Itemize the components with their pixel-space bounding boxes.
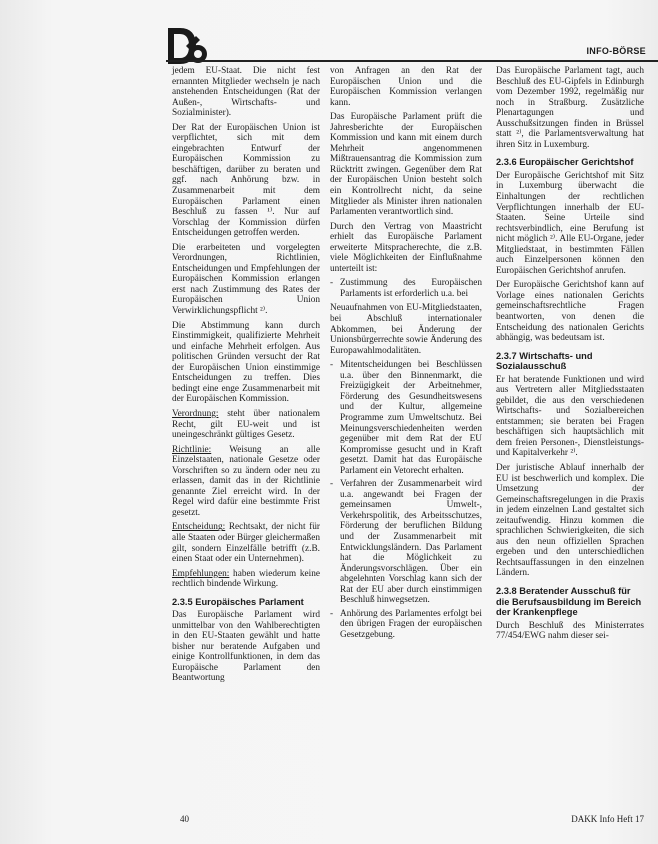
paragraph: jedem EU-Staat. Die nicht fest ernannten Mitglieder wechseln je nach anstehenden Entscheidungen (Rat der Außen-, Wirtschafts- und Sozialminister). [172,66,320,119]
list [330,360,482,640]
publication-name: DAKK Info Heft 17 [571,814,644,824]
column-2 [330,66,482,644]
paragraph: Neuaufnahmen von EU-Mitgliedstaaten, bei Abschluß internationaler Abkommen, bei Änderung der Unionsbürgerrechte sowie Änderung des Europawahlmodalitäten. [330,303,482,356]
column-3 [496,66,644,646]
page-number: 40 [180,814,189,824]
definition-verordnung [172,409,320,441]
paragraph: Der Europäische Gerichtshof mit Sitz in Luxemburg überwacht die Einhaltungen der rechtlichen Verpflichtungen innerhalb der EU-Staaten. Seine Urteile sind rechtsverbindlich, eine Berufung ist nicht möglich ²⁾. Alle EU-Organe, jeder Mitgliedstaat, in bestimmten Fällen auch Einzelpersonen können den Europäischen Gerichtshof anrufen. [496,170,644,276]
definition-richtlinie [172,445,320,519]
header-rule [166,60,658,62]
section-heading: 2.3.5 Europäisches Parlament [172,596,304,607]
paragraph: Durch Beschluß des Ministerrates 77/454/EWG nahm dieser sei- [496,620,644,642]
term: Verordnung: [172,408,219,419]
term: Entscheidung: [172,522,226,533]
list [330,278,482,299]
section-label: INFO-BÖRSE [586,46,646,56]
term: Richtlinie: [172,444,212,455]
paragraph: Das Europäische Parlament tagt, auch Beschluß des EU-Gipfels in Edinburgh vom Dezember 1992, regelmäßig nur noch in Straßburg. Zusätzliche Plenartagungen und Ausschußsitzungen finden in Brüssel statt ²⁾, die Parlamentsverwaltung hat ihren Sitz in Luxemburg. [496,66,644,150]
definition: steht über nationalem Recht, gilt EU-weit und ist uneingeschränkt gültiges Gesetz. [172,408,320,441]
list-item: - Zustimmung des Europäischen Parlaments ist erforderlich u.a. bei [330,278,482,299]
paragraph: Er hat beratende Funktionen und wird aus Vertretern aller Mitgliedsstaaten gebildet, die aus den verschiedenen Wirtschafts- und Sozialbereichen entstammen; sie beraten bei Fragen beschäftigen sich hauptsächlich mit dem freien Personen-, Dienstleistungs- und Kapitalverkehr ²⁾. [496,374,644,459]
paragraph: Durch den Vertrag von Maastricht erhielt das Europäische Parlament erweiterte Mitspracherechte, die z.B. viele Möglichkeiten der Einflußnahme unterteilt ist: [330,221,482,274]
definition: Weisung an alle Einzelstaaten, nationale Gesetze oder Vorschriften so zu ändern oder neu zu erlassen, damit das in der Richtlinie genannte Ziel erreicht wird. In der Regel wird dafür eine bestimmte Frist gesetzt. [172,444,320,518]
paragraph: Die erarbeiteten und vorgelegten Verordnungen, Richtlinien, Entscheidungen und Empfehlungen der Europäischen Kommission erlangen erst nach Zustimmung des Rates der Europäischen Union Verwirklichungspflicht ²⁾. [172,242,320,317]
definition: Rechtsakt, der nicht für alle Staaten oder Bürger gleichermaßen gilt, sondern Einzelfälle betrifft (z.B. einen Staat oder ein Unternehmen). [172,522,320,565]
paragraph: Das Europäische Parlament wird unmittelbar von den Wahlberechtigten in den EU-Staaten gewählt und hatte bisher nur beratende Aufgaben und einige Kontrollfunktionen, in dem das Europäische Parlament den Beantwortung [172,610,320,684]
section-heading: 2.3.7 Wirtschafts- und Sozialausschuß [496,350,593,372]
term: Empfehlungen: [172,568,230,579]
definition-empfehlungen [172,569,320,590]
paragraph: Das Europäische Parlament prüft die Jahresberichte der Europäischen Kommission und kann mit einem durch Mehrheit angenommenen Mißtrauensantrag die Kommission zum Rücktritt zwingen. Gegenüber dem Rat der Europäischen Union besteht solch ein Kontrollrecht nicht, da seine Mitglieder als Minister ihren nationalen Parlamenten verantwortlich sind. [330,112,482,218]
paragraph: Die Abstimmung kann durch Einstimmigkeit, qualifizierte Mehrheit und einfache Mehrheit erfolgen. Aus politischen Gründen versucht der Rat der Europäischen Union einstimmige Entscheidungen zu treffen. Dies bedingt eine enge Zusammenarbeit mit der Europäischen Kommission. [172,320,320,405]
list-item: - Anhörung des Parlamentes erfolgt bei den übrigen Fragen der europäischen Gesetzgebung. [330,609,482,641]
list-item: - Mitentscheidungen bei Beschlüssen u.a. über den Binnenmarkt, die Freizügigkeit der Arbeitnehmer, Förderung des Gesundheitswesens und der Kultur, allgemeine Programme zum Umweltschutz. Bei Meinungsverschiedenheiten werden gegenüber mit dem Rat der EU Kompromisse gesucht und in Kraft gesetzt. Damit hat das Europäische Parlament ein Vetorecht erhalten. [330,360,482,476]
column-1 [172,66,320,688]
paragraph: Der Europäische Gerichtshof kann auf Vorlage eines nationalen Gerichts gemeinschaftsrechtliche Fragen beantworten, von denen die Entscheidung des nationalen Gerichts abhängig, was bedeutsam ist. [496,280,644,344]
section-heading: 2.3.6 Europäischer Gerichtshof [496,157,634,168]
definition-entscheidung [172,522,320,564]
paragraph: Der juristische Ablauf innerhalb der EU ist beschwerlich und komplex. Die Umsetzung der Gemeinschaftsregelungen in die Praxis in jedem einzelnen Land gestaltet sich zeitaufwendig. Hinzu kommen die sprachlichen Schwierigkeiten, die sich aus den neun offiziellen Sprachen ergeben und den unterschiedlichen Rechtsauffassungen in den einzelnen Ländern. [496,463,644,579]
section-heading: 2.3.8 Beratender Ausschuß für die Berufsausbildung im Bereich der Krankenpflege [496,586,642,618]
paragraph: von Anfragen an den Rat der Europäischen Union und die Europäischen Kommission verlangen kann. [330,66,482,108]
list-item: - Verfahren der Zusammenarbeit wird u.a. angewandt bei Fragen der gemeinsamen Umwelt-, Verkehrspolitik, des Arbeitsschutzes, Förderung der beruflichen Bildung und der Zusammenarbeit mit Entwicklungsländern. Das Parlament hat die Möglichkeit zu Änderungsvorschlägen. Über ein abgelehnten Vorschlag kann sich der Rat der EU aber durch einstimmigen Beschluß hinwegsetzen. [330,479,482,606]
paragraph: Der Rat der Europäischen Union ist verpflichtet, sich mit dem eingebrachten Entwurf der Europäischen Kommission zu beschäftigen, darüber zu beraten und ggf. nach Anhörung bzw. in Zusammenarbeit mit dem Europäischen Parlament einen Beschluß zu fassen ¹⁾. Nur auf Vorschlag der Kommission dürfen Entscheidungen getroffen werden. [172,122,320,239]
definition: haben wiederum keine rechtlich bindende Wirkung. [172,568,320,590]
